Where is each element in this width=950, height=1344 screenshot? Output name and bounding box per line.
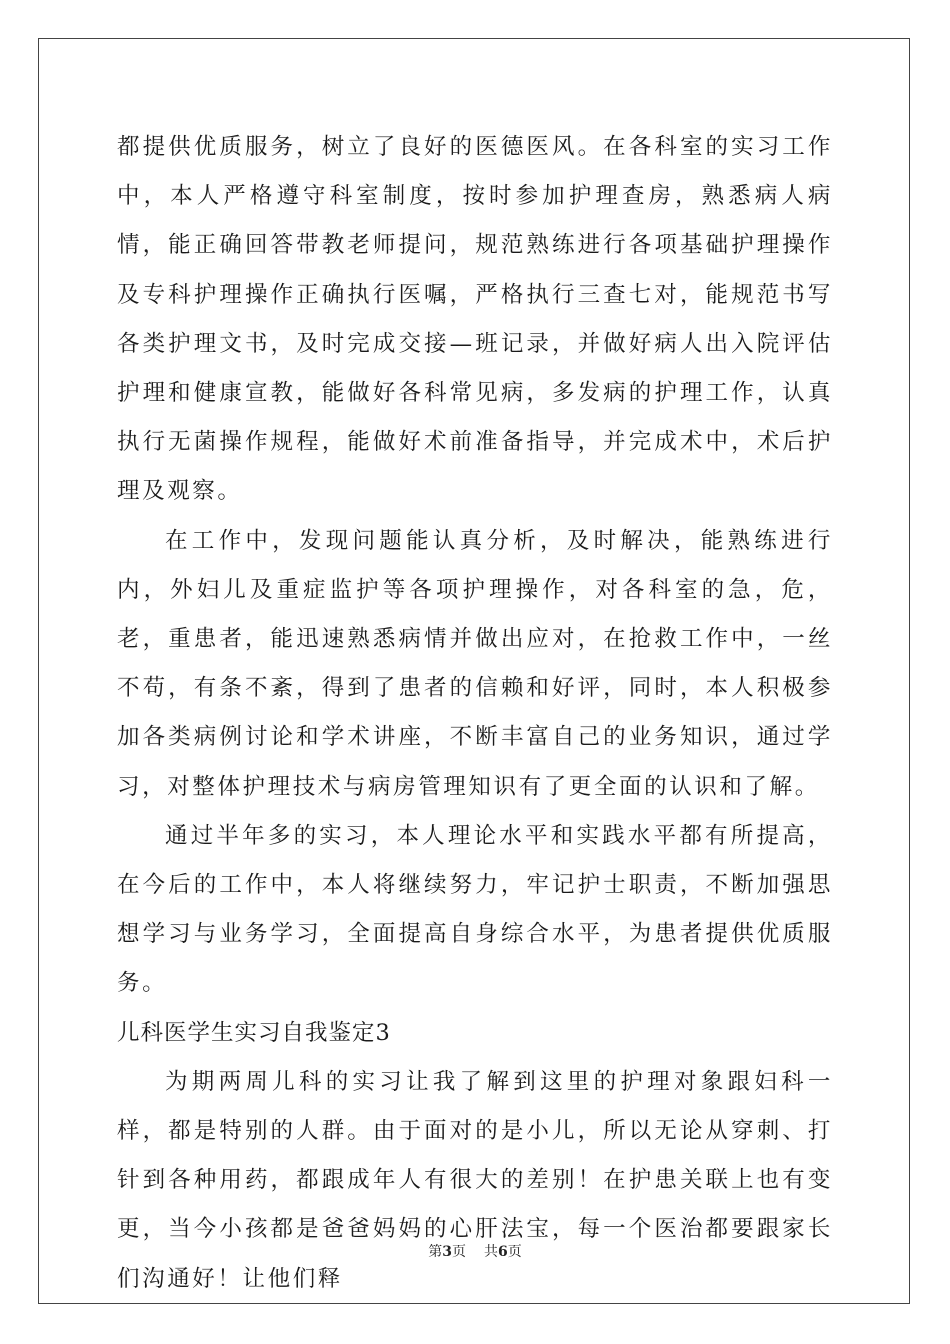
total-prefix: 共	[484, 1244, 498, 1260]
page-footer	[0, 1241, 950, 1261]
page-current: 3	[442, 1244, 452, 1260]
paragraph: 为期两周儿科的实习让我了解到这里的护理对象跟妇科一样，都是特别的人群。由于面对的是小儿，所以无论从穿刺、打针到各种用药，都跟成年人有很大的差别！在护患关联上也有变更，当今小孩都是爸爸妈妈的心肝法宝，每一个医治都要跟家长们沟通好！让他们释	[117, 1068, 833, 1292]
paragraph: 在工作中，发现问题能认真分析，及时解决，能熟练进行内，外妇儿及重症监护等各项护理操作，对各科室的急，危，老，重患者，能迅速熟悉病情并做出应对，在抢救工作中，一丝不苟，有条不紊，得到了患者的信赖和好评，同时，本人积极参加各类病例讨论和学术讲座，不断丰富自己的业务知识，通过学习，对整体护理技术与病房管理知识有了更全面的认识和了解。	[117, 527, 833, 800]
paragraph: 都提供优质服务，树立了良好的医德医风。在各科室的实习工作中，本人严格遵守科室制度，按时参加护理查房，熟悉病人病情，能正确回答带教老师提问，规范熟练进行各项基础护理操作及专科护理操作正确执行医嘱，严格执行三查七对，能规范书写各类护理文书，及时完成交接—班记录，并做好病人出入院评估护理和健康宣教，能做好各科常见病，多发病的护理工作，认真执行无菌操作规程，能做好术前准备指导，并完成术中，术后护理及观察。	[117, 134, 833, 505]
paragraph: 通过半年多的实习，本人理论水平和实践水平都有所提高，在今后的工作中，本人将继续努力，牢记护士职责，不断加强思想学习与业务学习，全面提高自身综合水平，为患者提供优质服务。	[117, 822, 833, 997]
page-prefix: 第	[428, 1244, 443, 1260]
document-body	[117, 123, 833, 1304]
total-suffix: 页	[507, 1244, 522, 1260]
page-total: 6	[498, 1244, 508, 1260]
section-heading: 儿科医学生实习自我鉴定3	[117, 1019, 391, 1046]
page-suffix: 页	[452, 1244, 466, 1260]
